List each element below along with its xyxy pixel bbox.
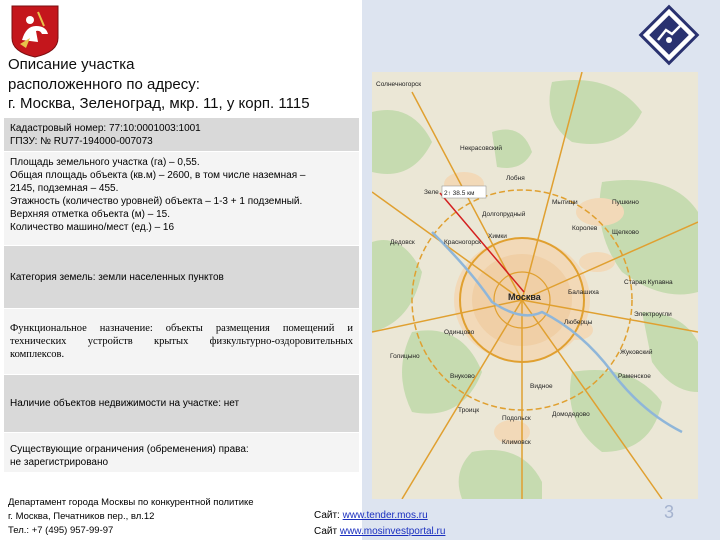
- place-balashikha: Балашиха: [568, 289, 599, 296]
- place-golitsyno: Голицыно: [390, 353, 420, 360]
- footer-phone: Тел.: +7 (495) 957-99-97: [8, 525, 114, 536]
- functional-purpose: Функциональное назначение: объекты размещения помещений и технических устройств крытых физкультурно-оздоровительных комплексов.: [10, 323, 353, 360]
- place-khimki: Химки: [488, 233, 507, 240]
- params-row: [4, 152, 359, 246]
- place-solnechnogorsk: Солнечногорск: [376, 81, 422, 88]
- page-title: [8, 55, 353, 114]
- place-domodedovo: Домодедово: [552, 411, 590, 418]
- param-height: Верхняя отметка объекта (м) – 15.: [10, 209, 170, 220]
- gpzu-number: ГПЗУ: № RU77-194000-007073: [10, 136, 153, 147]
- site-line-1: [314, 510, 428, 521]
- place-zelenograd: Зеле: [424, 189, 439, 196]
- place-odintsovo: Одинцово: [444, 329, 475, 336]
- place-lyubertsy: Люберцы: [564, 319, 593, 326]
- place-vnukovo: Внуково: [450, 373, 475, 380]
- place-vidnoe: Видное: [530, 383, 553, 390]
- place-nekrasovsky: Некрасовский: [460, 145, 503, 152]
- footer-address: г. Москва, Печатников пер., вл.12: [8, 511, 155, 522]
- place-moskva: Москва: [508, 292, 541, 302]
- param-area: Площадь земельного участка (га) – 0,55.: [10, 157, 200, 168]
- department-logo: [636, 2, 702, 68]
- info-table: [4, 118, 359, 473]
- place-krasnogorsk: Красногорск: [444, 239, 482, 246]
- site-line-2: [314, 526, 445, 537]
- site-label-1: Сайт:: [314, 510, 340, 521]
- place-staraya-kupavna: Старая Купавна: [624, 279, 673, 286]
- title-line-3: г. Москва, Зеленоград, мкр. 11, у корп. 1115: [8, 95, 310, 112]
- cadastre-row: [4, 118, 359, 152]
- place-shchelkovo: Щелково: [612, 229, 639, 236]
- place-zhukovsky: Жуковский: [620, 349, 653, 356]
- place-korolev: Королев: [572, 225, 598, 232]
- tender-site-link[interactable]: www.tender.mos.ru: [342, 510, 428, 521]
- place-pushkino: Пушкино: [612, 199, 639, 206]
- param-underground: 2145, подземная – 455.: [10, 183, 119, 194]
- place-podolsk: Подольск: [502, 415, 531, 422]
- place-troitsk: Троицк: [458, 407, 480, 414]
- param-parking: Количество машино/мест (ед.) – 16: [10, 222, 175, 233]
- map-canvas: [372, 72, 698, 499]
- moscow-coat-of-arms: [8, 4, 62, 58]
- place-dolgoprudny: Долгопрудный: [482, 211, 526, 218]
- category-row: [4, 246, 359, 309]
- footer-contacts: [8, 496, 254, 538]
- page-number: 3: [664, 502, 675, 522]
- param-total-area: Общая площадь объекта (кв.м) – 2600, в том числе наземная –: [10, 170, 306, 181]
- location-map[interactable]: [372, 72, 698, 499]
- place-lobnya: Лобня: [506, 175, 525, 182]
- purpose-row: [4, 309, 359, 375]
- place-ramenskoe: Раменское: [618, 373, 651, 380]
- property-presence: Наличие объектов недвижимости на участке: нет: [10, 398, 240, 409]
- cadastral-number: Кадастровый номер: 77:10:0001003:1001: [10, 123, 201, 134]
- investportal-site-link[interactable]: www.mosinvestportal.ru: [339, 526, 446, 537]
- property-row: [4, 375, 359, 433]
- place-elektrougli: Электроугли: [634, 311, 672, 318]
- restrictions-row: [4, 433, 359, 473]
- footer-department: Департамент города Москвы по конкурентной политике: [8, 497, 254, 508]
- distance-label: 2↑ 38.5 км: [444, 190, 475, 197]
- restrictions-title: Существующие ограничения (обременения) права:: [10, 444, 249, 455]
- place-dedovsk: Дедовск: [390, 239, 415, 246]
- param-floors: Этажность (количество уровней) объекта – 1-3 + 1 подземный.: [10, 196, 303, 207]
- land-category: Категория земель: земли населенных пунктов: [10, 271, 224, 283]
- place-klimovsk: Климовск: [502, 439, 531, 446]
- place-mytishchi: Мытищи: [552, 199, 578, 206]
- site-label-2: Сайт: [314, 526, 338, 537]
- restrictions-value: не зарегистрировано: [10, 457, 109, 468]
- title-line-2: расположенного по адресу:: [8, 75, 200, 93]
- title-line-1: Описание участка: [8, 56, 135, 73]
